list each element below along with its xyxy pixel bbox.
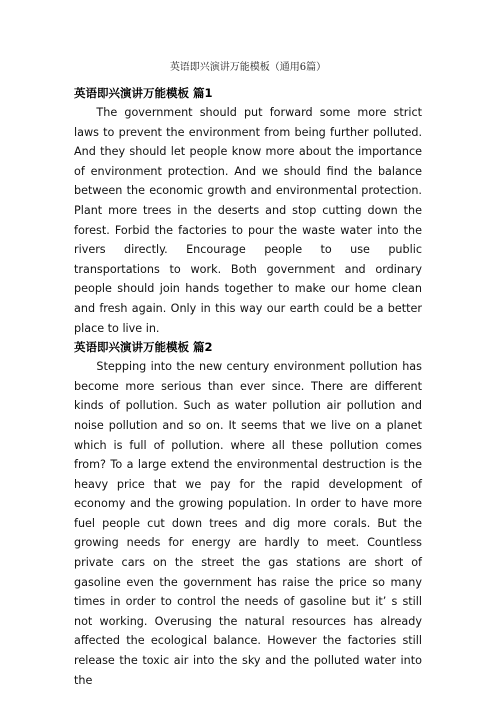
page-header: 英语即兴演讲万能模板（通用6篇） [169,62,327,73]
section-title: 英语即兴演讲万能模板 篇2 [74,340,213,355]
section-body: Stepping into the new century environment pollution has become more serious than ever since. There are different kinds of pollution. Such as water pollution air pollution and noise pollution and so on. It seems that we live on a planet which is full of pollution. where all these pollution comes from? To a large extend the environmental destruction is the heavy price that we pay for the rapid development of economy and the growing population. In order to have more fuel people cut down trees and dig more corals. But the growing needs for energy are hardly to meet. Countless private cars on the street the gas stations are short of gasoline even the government has raise the price so many times in order to control the needs of gasoline but it’ s still not working. Overusing the natural resources has already affected the ecological balance. However the factories still release the toxic air into the sky and the polluted water into the [74,360,422,687]
document-content [74,84,422,690]
section-1 [74,84,422,338]
section-body: The government should put forward some more strict laws to prevent the environment from being further polluted. And they should let people know more about the importance of environment protection. And we should find the balance between the economic growth and environmental protection. Plant more trees in the deserts and stop cutting down the forest. Forbid the factories to pour the waste water into the rivers directly. Encourage people to use public transportations to work. Both government and ordinary people should join hands together to make our home clean and fresh again. Only in this way our earth could be a better place to live in. [74,106,422,335]
section-2 [74,338,422,690]
section-title: 英语即兴演讲万能模板 篇1 [74,86,213,100]
